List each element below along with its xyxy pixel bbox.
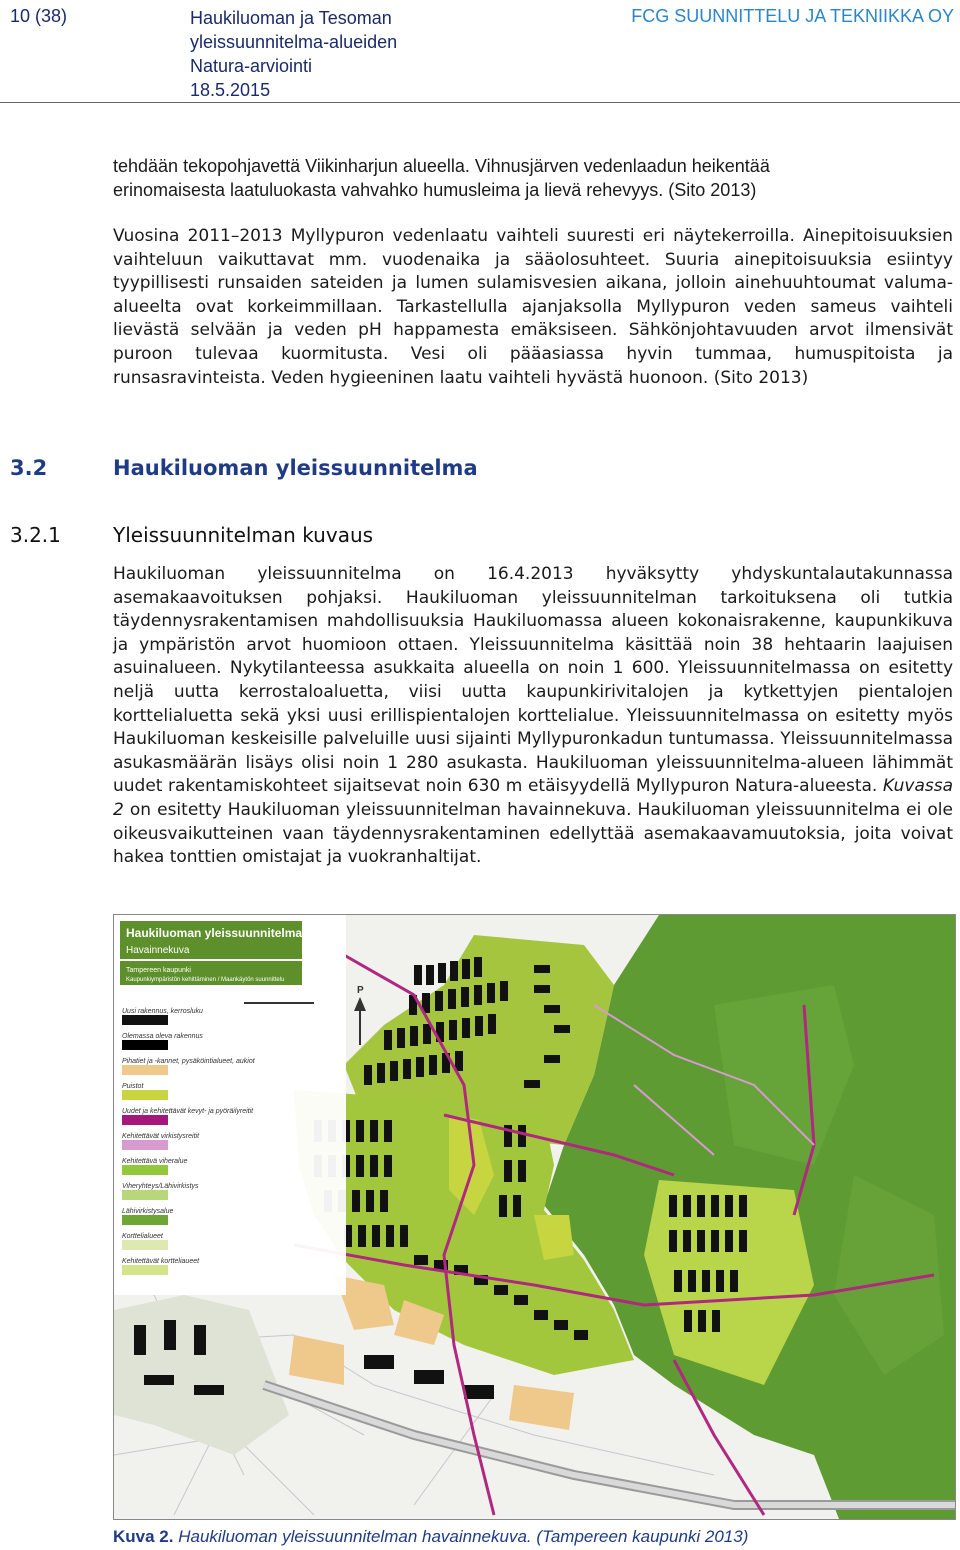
legend-label: Lähivirkistysalue — [122, 1208, 174, 1215]
subsection-number: 3.2.1 — [10, 523, 61, 547]
legend-swatch — [122, 1090, 168, 1100]
legend-label: Pihatiet ja -kannet, pysäköintialueet, aukiot — [122, 1058, 255, 1065]
title-line-3: Natura-arviointi — [190, 56, 313, 76]
map-title: Haukiluoman yleissuunnitelma — [126, 926, 303, 940]
plan-map — [114, 915, 955, 1519]
intro-line-2: erinomaisesta laatuluokasta vahvahko humusleima ja lievä rehevyys. (Sito 2013) — [113, 180, 757, 200]
company-name: FCG SUUNNITTELU JA TEKNIIKKA OY — [631, 6, 954, 26]
legend-swatch — [122, 1140, 168, 1150]
legend-label: Viheryhteys/Lähivirkistys — [122, 1183, 199, 1190]
legend-label: Puistot — [122, 1083, 144, 1090]
map-subtitle: Havainnekuva — [126, 945, 190, 956]
intro-line-1: tehdään tekopohjavettä Viikinharjun alueella. Vihnusjärven vedenlaadun heikentää — [113, 156, 770, 176]
subsection-title: Yleissuunnitelman kuvaus — [113, 523, 374, 547]
title-line-2: yleissuunnitelma-alueiden — [190, 32, 398, 52]
legend-label: Korttelialueet — [122, 1233, 163, 1240]
caption-label: Kuva 2. — [113, 1527, 174, 1546]
legend-swatch — [122, 1115, 168, 1125]
paragraph-water-quality: Vuosina 2011–2013 Myllypuron vedenlaatu vaihteli suuresti eri näytekerroilla. Ainepitoisuuksien vaihteluun vaikuttavat mm. vuodenaika ja sääolosuhteet. Suuria ainepitoisuuksia esiintyy tyypillisesti runsaiden sateiden ja lumen sulamisvesien aikana, jolloin ainehuuhtoumat valuma-alueelta ovat korkeimmillaan. Tarkastellulla ajanjaksolla Myllypuron veden sameus vaihteli lievästä selvään ja veden pH happamesta emäksiseen. Sähkönjohtavuuden arvot ilmensivät puroon tulevaa kuormitusta. Vesi oli pääasiassa hyvin tummaa, humuspitoista ja runsasravinteista. Veden hygieeninen laatu vaihteli hyvästä huonoon. (Sito 2013) — [113, 226, 953, 388]
legend-label: Kehitettävät virkistysreitit — [122, 1133, 200, 1140]
legend-swatch — [122, 1015, 168, 1025]
page-number: 10 (38) — [10, 6, 68, 26]
figure-caption — [113, 1527, 748, 1547]
figure-reference: Kuvassa 2 — [113, 776, 953, 820]
north-label: P — [357, 985, 364, 996]
legend-swatch — [122, 1190, 168, 1200]
paragraph-plan-description — [113, 563, 953, 870]
legend-swatch — [122, 1040, 168, 1050]
legend-label: Uusi rakennus, kerrosluku — [122, 1008, 203, 1015]
intro-paragraph — [113, 154, 953, 202]
legend-label: Olemassa oleva rakennus — [122, 1033, 203, 1040]
legend-label: Uudet ja kehitettävät kevyt- ja pyöräilyreitit — [122, 1108, 254, 1115]
page-header — [0, 0, 960, 104]
legend-label: Kehitettävät kortteliaueet — [122, 1258, 200, 1265]
document-date: 18.5.2015 — [190, 80, 271, 100]
section-number: 3.2 — [10, 456, 48, 480]
legend-swatch — [122, 1215, 168, 1225]
map-org-2: Kaupunkiympäristön kehittäminen / Maankäytön suunnittelu — [126, 977, 285, 983]
paragraph-text-b: on esitetty Haukiluoman yleissuunnitelman havainnekuva. Haukiluoman yleissuunnitelma ei ole oikeusvaikutteinen vaan täydennysrakentaminen edellyttää asemakaavamuutoksia, joita voivat hakea tonttien omistajat ja vuokranhaltijat. — [113, 799, 953, 868]
section-title: Haukiluoman yleissuunnitelma — [113, 456, 478, 480]
map-org-1: Tampereen kaupunki — [126, 967, 191, 974]
title-line-1: Haukiluoman ja Tesoman — [190, 8, 392, 28]
plan-map-figure — [113, 914, 956, 1520]
legend-swatch — [122, 1065, 168, 1075]
legend-swatch — [122, 1165, 168, 1175]
legend-swatch — [122, 1265, 168, 1275]
legend-swatch — [122, 1240, 168, 1250]
caption-text: Haukiluoman yleissuunnitelman havainnekuva. (Tampereen kaupunki 2013) — [173, 1527, 749, 1546]
legend-label: Kehitettävä viheralue — [122, 1158, 188, 1165]
paragraph-text-a: Haukiluoman yleissuunnitelma on 16.4.2013 hyväksytty yhdyskuntalautakunnassa asemakaavoituksen pohjaksi. Haukiluoman yleissuunnitelman tarkoituksena oli tutkia täydennysrakentamisen mahdollisuuksia Haukiluomassa alueen kokonaisrakenne, kaupunkikuva ja ympäristön arvot huomioon ottaen. Yleissuunnitelma käsittää noin 38 hehtaarin laajuisen asuinalueen. Nykytilanteessa asukkaita alueella on noin 1 600. Yleissuunnitelmassa on esitetty neljä uutta kerrostaloaluetta, viisi uutta kaupunkirivitalojen ja kytkettyjen pientalojen korttelialuetta sekä yksi uusi erillispientalojen korttelialue. Yleissuunnitelmassa on esitetty myös Haukiluoman keskeisille palveluille uusi sijainti Myllypuronkadun tuntumassa. Yleissuunnitelmassa asukasmäärän lisäys olisi noin 1 280 asukasta. Haukiluoman yleissuunnitelma-alueen lähimmät uudet rakentamiskohteet sijaitsevat noin 630 m etäisyydellä Myllypuron Natura-alueesta. — [113, 564, 953, 797]
document-title — [190, 6, 397, 102]
header-divider — [0, 102, 960, 103]
